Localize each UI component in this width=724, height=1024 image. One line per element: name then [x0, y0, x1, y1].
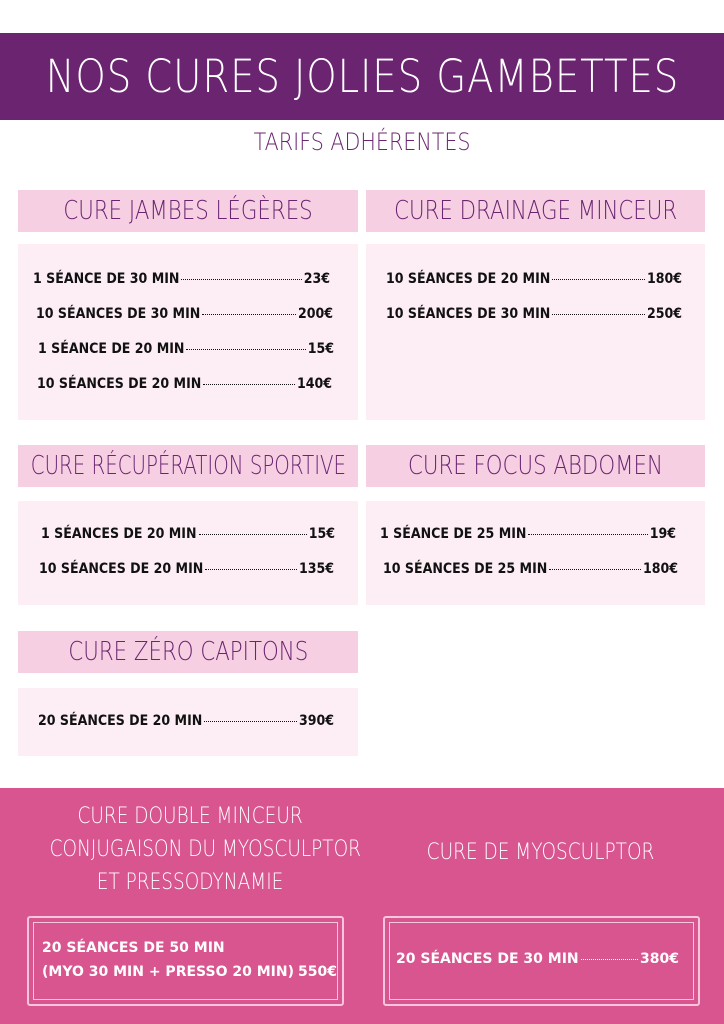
leader-dots — [581, 959, 638, 960]
price-value: 200€ — [297, 306, 333, 322]
cure-focus-abdomen-heading — [366, 445, 705, 487]
leader-dots — [552, 314, 645, 315]
price-label: 10 SÉANCES DE 20 MIN — [37, 376, 202, 392]
title-line: ET PRESSODYNAMIE — [96, 870, 284, 895]
price-label: 10 SÉANCES DE 20 MIN — [386, 271, 551, 287]
leader-dots — [181, 279, 301, 280]
price-label: (MYO 30 MIN + PRESSO 20 MIN) — [42, 964, 294, 980]
leader-dots — [203, 384, 295, 385]
price-row — [39, 561, 334, 577]
price-row — [386, 271, 682, 287]
leader-dots — [205, 569, 297, 570]
price-value: 15€ — [307, 341, 334, 357]
cure-zero-capitons-title: CURE ZÉRO CAPITONS — [68, 637, 308, 667]
leader-dots — [549, 569, 641, 570]
cure-jambes-legeres-title: CURE JAMBES LÉGÈRES — [63, 196, 313, 226]
price-value: 550€ — [297, 964, 337, 980]
price-value: 380€ — [640, 951, 679, 967]
price-value: 15€ — [308, 526, 335, 542]
cure-focus-abdomen-title: CURE FOCUS ABDOMEN — [408, 451, 663, 481]
price-label: 20 SÉANCES DE 50 MIN — [42, 940, 225, 956]
price-value: 390€ — [298, 713, 334, 729]
price-label: 10 SÉANCES DE 20 MIN — [39, 561, 204, 577]
cure-focus-abdomen-box — [366, 501, 705, 605]
price-label: 10 SÉANCES DE 30 MIN — [36, 306, 201, 322]
price-row — [383, 561, 678, 577]
price-label: 1 SÉANCE DE 30 MIN — [33, 271, 180, 287]
price-row — [36, 306, 333, 322]
price-row — [37, 376, 332, 392]
double-minceur-line1 — [42, 940, 225, 956]
leader-dots — [186, 349, 305, 350]
cure-recuperation-sportive-box — [18, 501, 358, 605]
leader-dots — [552, 279, 645, 280]
price-label: 10 SÉANCES DE 30 MIN — [386, 306, 551, 322]
price-row — [386, 306, 682, 322]
page-subtitle-text: TARIFS ADHÉRENTES — [253, 128, 471, 156]
price-value: 140€ — [296, 376, 332, 392]
price-label: 10 SÉANCES DE 25 MIN — [383, 561, 548, 577]
price-label: 1 SÉANCES DE 20 MIN — [41, 526, 197, 542]
price-value: 180€ — [646, 271, 682, 287]
cure-double-minceur-title — [20, 800, 360, 899]
price-value: 180€ — [642, 561, 678, 577]
leader-dots — [199, 534, 307, 535]
cure-zero-capitons-heading — [18, 631, 358, 673]
price-label: 20 SÉANCES DE 20 MIN — [38, 713, 203, 729]
price-label: 20 SÉANCES DE 30 MIN — [396, 951, 579, 967]
cure-recuperation-sportive-title: CURE RÉCUPÉRATION SPORTIVE — [30, 451, 346, 481]
leader-dots — [528, 534, 647, 535]
page-title — [0, 33, 724, 120]
cure-myosculptor-title — [370, 836, 712, 869]
price-row — [38, 713, 334, 729]
cure-drainage-minceur-title: CURE DRAINAGE MINCEUR — [393, 196, 678, 226]
leader-dots — [204, 721, 297, 722]
myosculptor-line — [396, 951, 679, 967]
page-title-text: NOS CURES JOLIES GAMBETTES — [45, 50, 679, 103]
cure-drainage-minceur-heading — [366, 190, 705, 232]
cure-recuperation-sportive-heading — [18, 445, 358, 487]
page-subtitle — [0, 128, 724, 156]
price-row — [380, 526, 676, 542]
price-value: 23€ — [303, 271, 330, 287]
title-line: CONJUGAISON DU MYOSCULPTOR — [49, 837, 361, 862]
price-value: 19€ — [649, 526, 676, 542]
leader-dots — [202, 314, 296, 315]
title-line: CURE DOUBLE MINCEUR — [77, 804, 303, 829]
price-value: 135€ — [298, 561, 334, 577]
price-row — [33, 271, 330, 287]
title-line: CURE DE MYOSCULPTOR — [427, 840, 655, 865]
double-minceur-line2 — [42, 964, 337, 980]
price-label: 1 SÉANCE DE 25 MIN — [380, 526, 527, 542]
price-label: 1 SÉANCE DE 20 MIN — [38, 341, 185, 357]
price-row — [41, 526, 335, 542]
price-row — [38, 341, 334, 357]
price-value: 250€ — [646, 306, 682, 322]
cure-jambes-legeres-heading — [18, 190, 358, 232]
cure-double-minceur-frame — [27, 916, 344, 1006]
